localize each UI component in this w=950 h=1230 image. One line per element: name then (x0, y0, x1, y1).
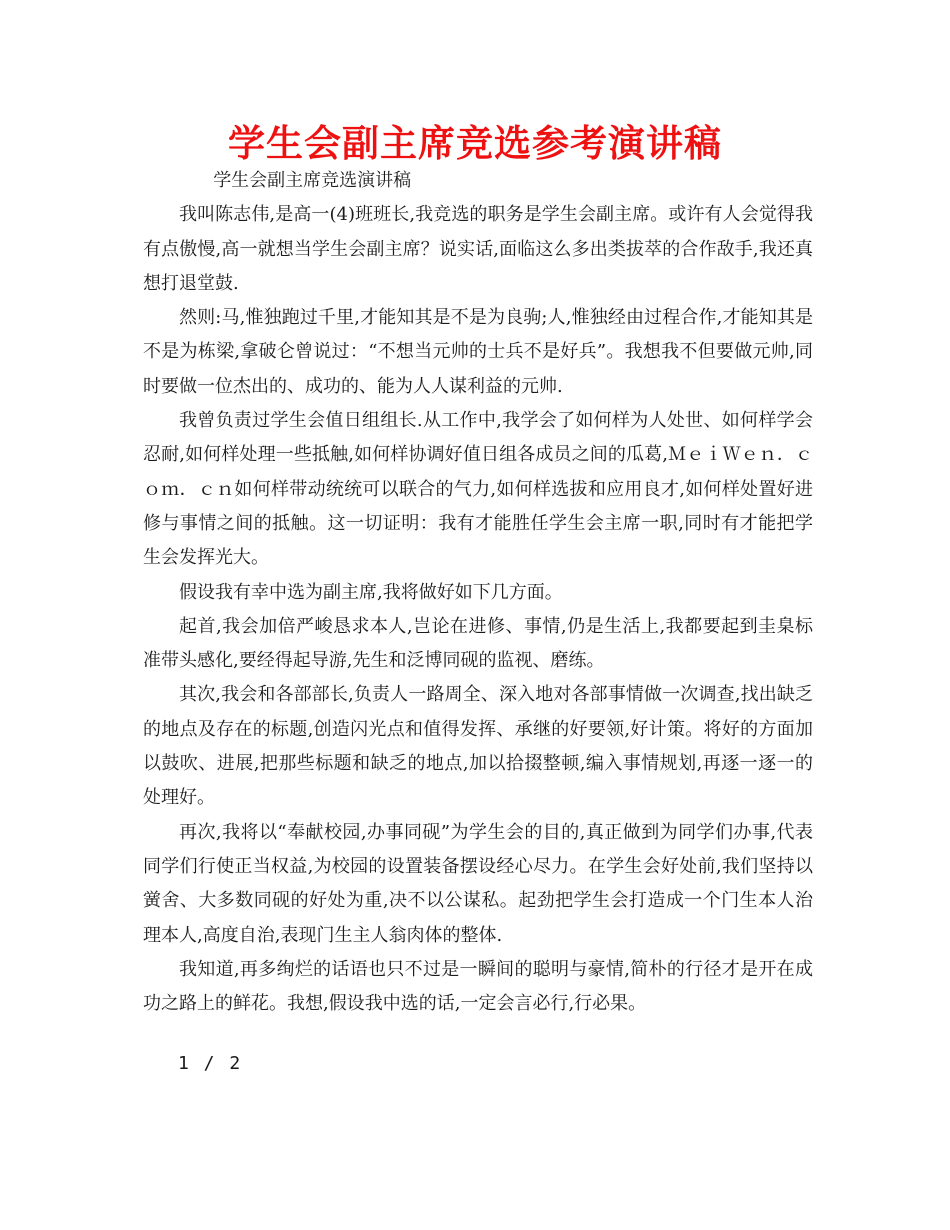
document-body (143, 164, 813, 1021)
paragraph-1: 我叫陈志伟,是高一(4)班班长,我竞选的职务是学生会副主席。或许有人会觉得我有点傲慢,高一就想当学生会副主席？说实话,面临这么多出类拔萃的合作敌手,我还真想打退堂鼓. (143, 204, 813, 294)
paragraph-3: 我曾负责过学生会值日组组长.从工作中,我学会了如何样为人处世、如何样学会忍耐,如何样处理一些抵触,如何样协调好值日组各成员之间的瓜葛,ＭｅｉＷｅｎ．ｃｏｍ．ｃｎ如何样带动统统可以联合的气力,如何样选拔和应用良才,如何样处置好进修与事情之间的抵触。这一切证明：我有才能胜任学生会主席一职,同时有才能把学生会发挥光大。 (143, 410, 813, 569)
paragraph-4: 假设我有幸中选为副主席,我将做好如下几方面。 (179, 581, 563, 603)
document-title: 学生会副主席竞选参考演讲稿 (228, 122, 722, 165)
paragraph-2: 然则:马,惟独跑过千里,才能知其是不是为良驹;人,惟独经由过程合作,才能知其是不是为栋梁,拿破仑曾说过：“不想当元帅的士兵不是好兵”。我想我不但要做元帅,同时要做一位杰出的、成功的、能为人人谋利益的元帅. (143, 307, 813, 397)
paragraph-5: 起首,我会加倍严峻恳求本人,岂论在进修、事情,仍是生活上,我都要起到圭臬标准带头感化,要经得起导游,先生和泛博同砚的监视、磨练。 (143, 615, 813, 672)
paragraph-8: 我知道,再多绚烂的话语也只不过是一瞬间的聪明与豪情,简朴的行径才是开在成功之路上的鲜花。我想,假设我中选的话,一定会言必行,行必果。 (143, 958, 813, 1015)
document-subtitle: 学生会副主席竞选演讲稿 (213, 170, 412, 191)
paragraph-7: 再次,我将以“奉献校园,办事同砚”为学生会的目的,真正做到为同学们办事,代表同学们行使正当权益,为校园的设置装备摆设经心尽力。在学生会好处前,我们坚持以黉舍、大多数同砚的好处为重,决不以公谋私。起劲把学生会打造成一个门生本人治理本人,高度自治,表现门生主人翁肉体的整体. (143, 821, 813, 946)
paragraph-6: 其次,我会和各部部长,负责人一路周全、深入地对各部事情做一次调查,找出缺乏的地点及存在的标题,创造闪光点和值得发挥、承继的好要领,好计策。将好的方面加以鼓吹、进展,把那些标题和缺乏的地点,加以拾掇整顿,编入事情规划,再逐一逐一的处理好。 (143, 684, 813, 809)
page-number: 1 / 2 (178, 1053, 243, 1074)
